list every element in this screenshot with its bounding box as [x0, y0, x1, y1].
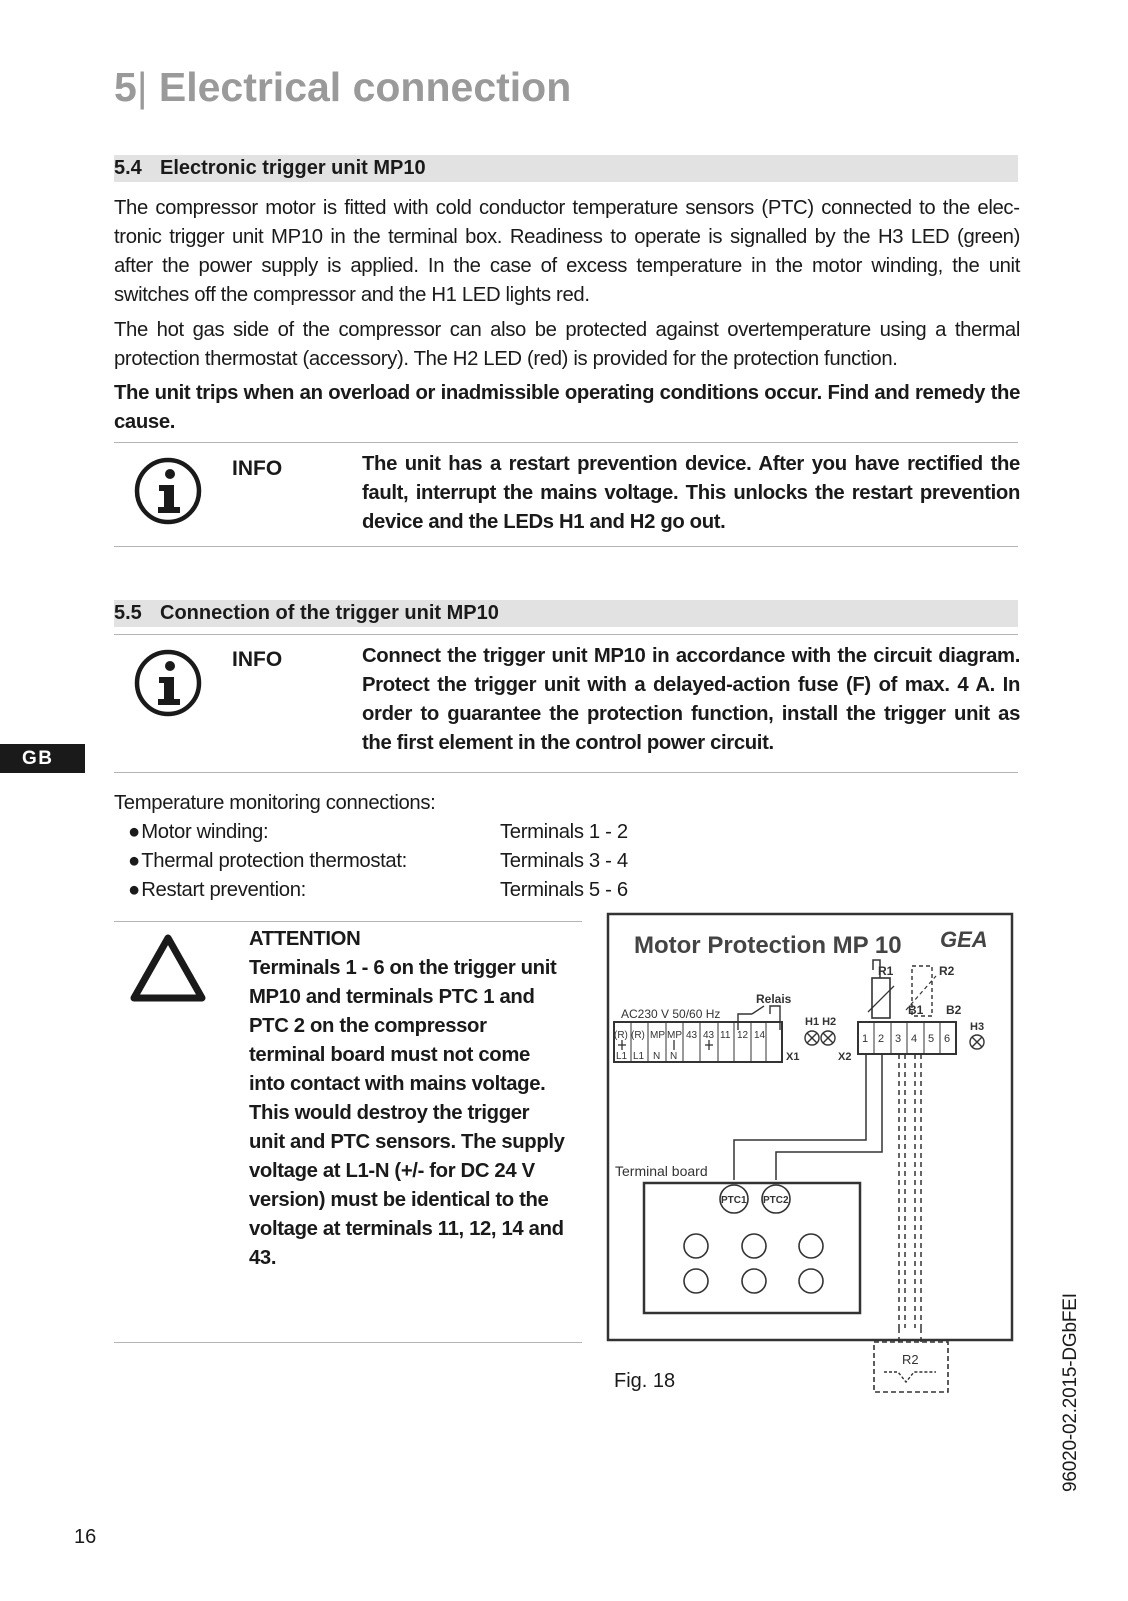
list-item — [128, 818, 268, 847]
x1-label: X1 — [786, 1051, 800, 1063]
relay-symbol — [738, 1006, 780, 1030]
terminal-label: 12 — [737, 1030, 749, 1041]
section-title: Connection of the trigger unit MP10 — [160, 602, 499, 624]
list-item-value: Terminals 5 - 6 — [500, 879, 628, 901]
r1-label: R1 — [878, 964, 894, 978]
r2-label: R2 — [939, 964, 955, 978]
terminal-label: 11 — [720, 1030, 731, 1041]
terminal-label: N — [670, 1051, 678, 1062]
x2-label: X2 — [838, 1051, 852, 1063]
list-item-label: Motor winding: — [141, 821, 269, 843]
divider — [114, 1342, 582, 1343]
ptc2-label: PTC2 — [763, 1195, 789, 1206]
chapter-title — [114, 64, 571, 111]
info-icon — [134, 649, 204, 724]
terminal-label: L1 — [633, 1051, 645, 1062]
info-text: Connect the trigger unit MP10 in accordance with the circuit diagram. Protect the trigger unit with a delayed-action fuse (F) of max. 4 A. In order to guarantee the protection function, install the trigger unit as the first element in the control power circuit. — [362, 645, 1020, 754]
thermostat-wiring-dashed — [899, 1054, 921, 1342]
h1-h2-led-icons — [805, 1031, 835, 1045]
list-item-value: Terminals 1 - 2 — [500, 821, 628, 843]
divider — [114, 772, 1018, 773]
terminal-label: N — [653, 1051, 661, 1062]
section-number: 5.5 — [114, 602, 142, 624]
language-tab: GB — [0, 744, 85, 773]
terminal-label: 4 — [911, 1033, 918, 1045]
warning-triangle-icon — [128, 932, 208, 1009]
chapter-separator: | — [136, 64, 159, 110]
relais-label: Relais — [756, 992, 792, 1006]
section-5-4-heading — [114, 155, 1018, 182]
terminal-label: 43 — [703, 1030, 715, 1041]
circuit-diagram — [606, 910, 1018, 1410]
terminal-label: 6 — [944, 1033, 951, 1045]
document-id: 96020-02.2015-DGbFEI — [1060, 1293, 1081, 1492]
terminal-label: 1 — [862, 1033, 869, 1045]
bullet-icon: ● — [128, 850, 140, 872]
terminal-label: MP — [650, 1030, 665, 1041]
chapter-title-text: Electrical connection — [158, 64, 572, 110]
diagram-title: Motor Protection MP 10 — [634, 932, 902, 959]
bullet-icon: ● — [128, 821, 140, 843]
b2-label: B2 — [946, 1003, 962, 1017]
section-5-4-paragraph-1: The compressor motor is fitted with cold conductor temperature sensors (PTC) connected to the electronic trigger unit MP10 in the terminal box. Readiness to operate is signalled by the H3 LED (green) after the power supply is applied. In the case of excess temperature in the motor winding, the unit switches off the compressor and the H1 LED lights red. — [114, 197, 1020, 306]
section-5-4-warning-paragraph: The unit trips when an overload or inadmissible operating conditions occur. Find and remedy the cause. — [114, 382, 1020, 433]
ptc1-label: PTC1 — [721, 1195, 747, 1206]
divider — [114, 634, 1018, 635]
external-r2-label: R2 — [902, 1352, 919, 1367]
chapter-number: 5 — [114, 64, 137, 110]
divider — [114, 442, 1018, 443]
terminal-cells-left — [631, 1022, 766, 1062]
section-5-4-paragraph-2: The hot gas side of the compressor can also be protected against overtemperature using a thermal protection thermostat (accessory). The H2 LED (red) is provided for the protection function. — [114, 319, 1020, 370]
list-item — [128, 847, 407, 876]
h3-label: H3 — [970, 1021, 985, 1033]
terminal-label: 5 — [928, 1033, 935, 1045]
divider — [114, 546, 1018, 547]
figure-label: Fig. 18 — [614, 1370, 676, 1392]
terminal-label: 2 — [878, 1033, 885, 1045]
terminal-board-studs — [684, 1234, 823, 1293]
terminal-label: (R) — [614, 1030, 628, 1041]
monitoring-heading: Temperature monitoring connections: — [114, 792, 436, 814]
list-item-label: Thermal protection thermostat: — [141, 850, 407, 872]
info-label: INFO — [232, 648, 283, 671]
divider — [114, 921, 582, 922]
list-item-value: Terminals 3 - 4 — [500, 850, 628, 872]
b1-label: B1 — [908, 1003, 924, 1017]
h1h2-label: H1 H2 — [805, 1016, 837, 1028]
external-r2-box — [874, 1342, 948, 1392]
attention-text: Terminals 1 - 6 on the trigger unit MP10 and terminals PTC 1 and PTC 2 on the compressor terminal board must not come into contact with mains voltage. This would destroy the trigger unit and PTC sensors. The supply voltage at L1-N (+/- for DC 24 V version) must be identical to the voltage at terminals 11, 12, 14 and 43. — [249, 957, 565, 1269]
list-item — [128, 876, 306, 905]
terminal-label: (R) — [631, 1030, 645, 1041]
section-title: Electronic trigger unit MP10 — [160, 157, 426, 179]
terminal-label: 3 — [895, 1033, 902, 1045]
terminal-label: 14 — [754, 1030, 766, 1041]
list-item-label: Restart prevention: — [141, 879, 306, 901]
section-number: 5.4 — [114, 157, 142, 179]
terminal-label: MP — [667, 1030, 682, 1041]
h3-led-icon — [970, 1035, 984, 1049]
info-text: The unit has a restart prevention device. After you have rectified the fault, interrupt the mains voltage. This unlocks the restart prevention device and the LEDs H1 and H2 go out. — [362, 453, 1020, 533]
supply-label: AC230 V 50/60 Hz — [621, 1007, 721, 1021]
section-5-5-heading — [114, 600, 1018, 627]
attention-heading: ATTENTION — [249, 928, 361, 950]
page-number: 16 — [74, 1526, 97, 1548]
info-label: INFO — [232, 457, 283, 480]
bullet-icon: ● — [128, 879, 140, 901]
terminal-label: L1 — [616, 1051, 628, 1062]
r1-thermistor — [872, 978, 890, 1018]
info-icon — [134, 457, 204, 532]
gea-logo: GEA — [940, 927, 988, 952]
terminal-board-label: Terminal board — [615, 1163, 708, 1179]
terminal-label: 43 — [686, 1030, 698, 1041]
